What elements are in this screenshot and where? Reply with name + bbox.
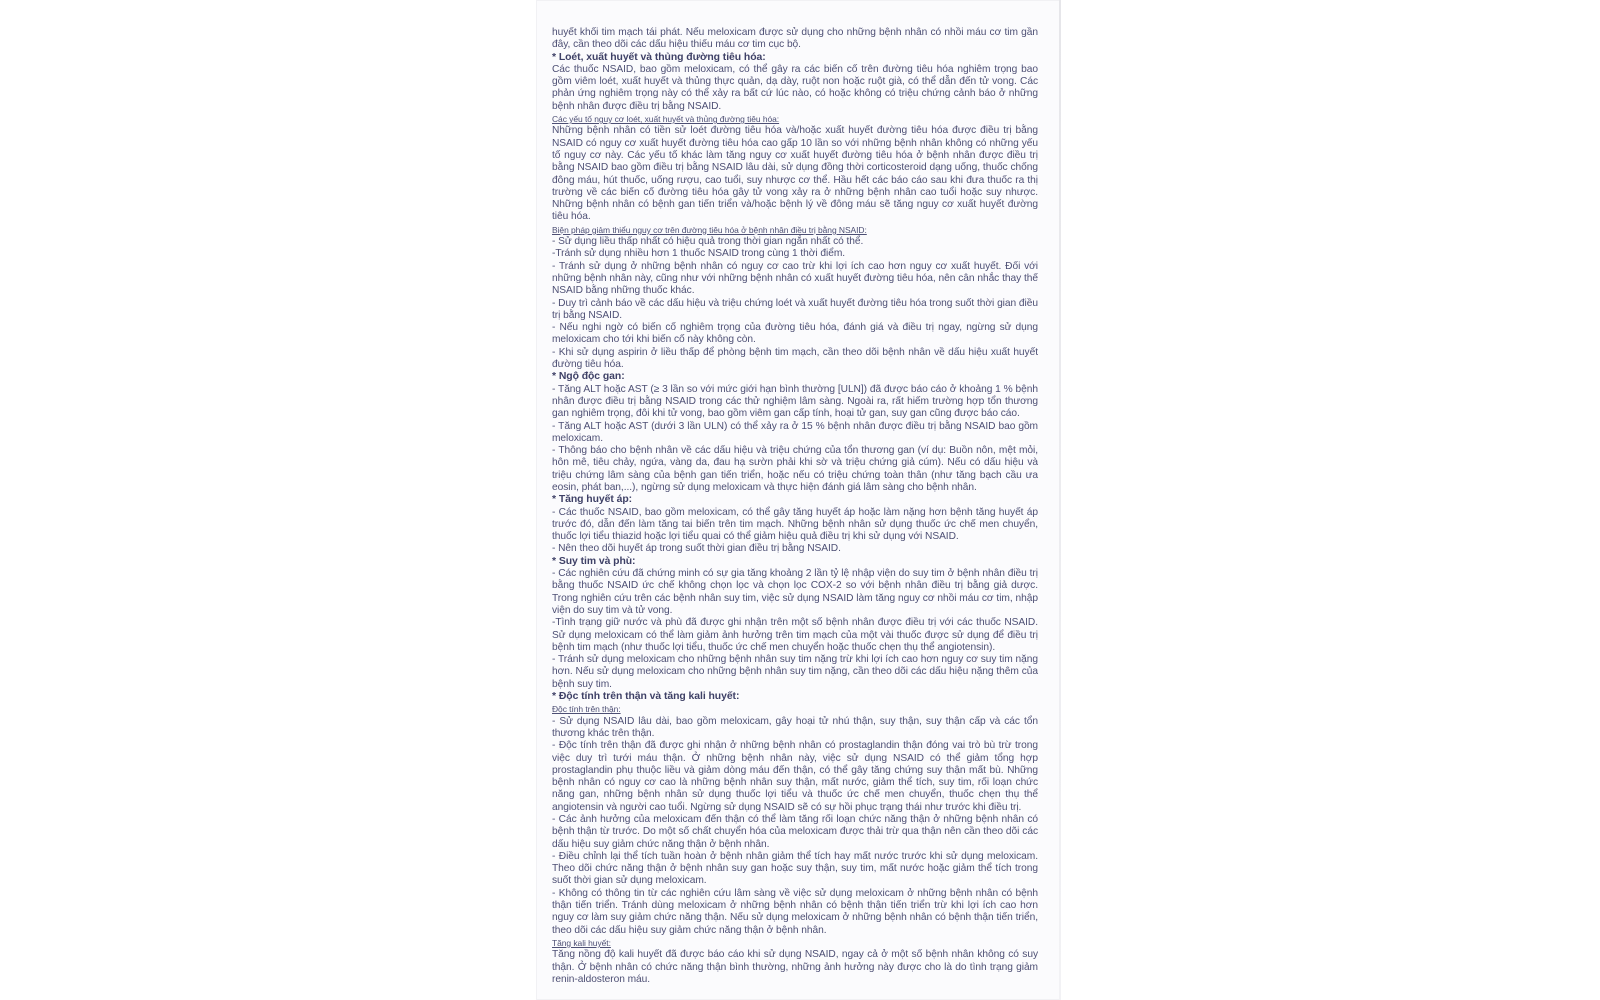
page-edge bbox=[1059, 0, 1061, 1000]
paragraph: - Tăng ALT hoặc AST (≥ 3 lần so với mức giới hạn bình thường [ULN]) đã được báo cáo ở khoảng 1 % bệnh nhân được điều trị bằng NSAID trong các thử nghiệm lâm sàng. Ngoài ra, rất hiếm trường hợp tổn thương gan nghiêm trọng, đôi khi tử vong, bao gồm viêm gan cấp tính, hoại tử gan, suy gan cũng được báo cáo. bbox=[552, 383, 1038, 420]
subsection-heading: Độc tính trên thận: bbox=[552, 704, 621, 715]
document-body bbox=[552, 27, 1038, 986]
section-heading: * Tăng huyết áp: bbox=[552, 494, 633, 506]
paragraph: - Sử dụng liều thấp nhất có hiệu quả trong thời gian ngắn nhất có thể. bbox=[552, 236, 864, 248]
document-page bbox=[536, 0, 1061, 1000]
paragraph: - Thông báo cho bệnh nhân về các dấu hiệu và triệu chứng của tổn thương gan (ví dụ: Buồn nôn, mệt mỏi, hôn mê, tiêu chảy, ngứa, vàng da, đau hạ sườn phải khi sờ và triệu chứng giả cúm). Nếu có dấu hiệu và triệu chứng lâm sàng của bệnh gan tiến triển, hoặc nếu có triệu chứng toàn thân (như tăng bạch cầu ưa eosin, phát ban,...), ngừng sử dụng meloxicam và thực hiện đánh giá lâm sàng cho bệnh nhân. bbox=[552, 445, 1038, 493]
paragraph: - Các ảnh hưởng của meloxicam đến thận có thể làm tăng rối loạn chức năng thận ở những bệnh nhân có bệnh thận từ trước. Do một số chất chuyển hóa của meloxicam được thải trừ qua thận nên cần theo dõi các dấu hiệu suy giảm chức năng thận ở bệnh nhân. bbox=[552, 814, 1038, 850]
paragraph: - Tăng ALT hoặc AST (dưới 3 lần ULN) có thể xảy ra ở 15 % bệnh nhân được điều trị bằng NSAID bao gồm meloxicam. bbox=[552, 420, 1038, 444]
paragraph: - Tránh sử dụng ở những bệnh nhân có nguy cơ cao trừ khi lợi ích cao hơn nguy cơ xuất huyết. Đối với những bệnh nhân này, cũng như với những bệnh nhân có xuất huyết đường tiêu hóa, nên cân nhắc thay thế NSAID bằng những thuốc khác. bbox=[552, 260, 1038, 297]
subsection-heading: Tăng kali huyết: bbox=[552, 937, 611, 948]
section-heading: * Ngộ độc gan: bbox=[552, 371, 625, 383]
paragraph: - Độc tính trên thận đã được ghi nhận ở những bệnh nhân có prostaglandin thận đóng vai trò bù trừ trong việc duy trì tưới máu thận. Ở những bệnh nhân này, việc sử dụng NSAID có thể giảm tổng hợp prostaglandin phụ thuộc liều và giảm dòng máu đến thận, có thể gây tăng chứng suy thận mất bù. Những bệnh nhân có nguy cơ cao là những bệnh nhân suy thận, mất nước, giảm thể tích, suy tim, rối loạn chức năng gan, những bệnh nhân sử dụng thuốc lợi tiểu và thuốc ức chế men chuyển, thuốc chẹn thụ thể angiotensin và người cao tuổi. Ngừng sử dụng NSAID sẽ có sự hồi phục trạng thái như trước khi điều trị. bbox=[552, 740, 1038, 813]
paragraph: -Tránh sử dụng nhiều hơn 1 thuốc NSAID trong cùng 1 thời điểm. bbox=[552, 248, 846, 260]
paragraph: - Nếu nghi ngờ có biến cố nghiêm trọng của đường tiêu hóa, đánh giá và điều trị ngay, ngừng sử dụng meloxicam cho tới khi biến cố này không còn. bbox=[552, 322, 1038, 346]
paragraph: - Không có thông tin từ các nghiên cứu lâm sàng về việc sử dụng meloxicam ở những bệnh nhân có bệnh thận tiến triển. Tránh dùng meloxicam ở những bệnh nhân có bệnh thận tiến triển trừ khi lợi ích cao hơn nguy cơ làm suy giảm chức năng thận. Nếu sử dụng meloxicam ở những bệnh nhân có bệnh thận tiến triển, theo dõi các dấu hiệu suy giảm chức năng thận ở bệnh nhân. bbox=[552, 887, 1038, 936]
paragraph: - Duy trì cảnh báo về các dấu hiệu và triệu chứng loét và xuất huyết đường tiêu hóa trong suốt thời gian điều trị bằng NSAID. bbox=[552, 297, 1038, 321]
section-heading: * Suy tim và phù: bbox=[552, 555, 636, 567]
paragraph: huyết khối tim mạch tái phát. Nếu meloxicam được sử dụng cho những bệnh nhân có nhồi máu cơ tim gần đây, cần theo dõi các dấu hiệu thiếu máu cơ tim cục bộ. bbox=[552, 27, 1038, 51]
paragraph: -Tình trạng giữ nước và phù đã được ghi nhận trên một số bệnh nhân được điều trị với các thuốc NSAID. Sử dụng meloxicam có thể làm giảm ảnh hưởng trên tim mạch của một vài thuốc được sử dụng để điều trị bệnh tim mạch (như thuốc lợi tiểu, thuốc ức chế men chuyển hoặc thuốc chẹn thụ thể angiotensin). bbox=[552, 617, 1038, 653]
paragraph: - Nên theo dõi huyết áp trong suốt thời gian điều trị bằng NSAID. bbox=[552, 543, 841, 555]
paragraph: - Điều chỉnh lại thể tích tuần hoàn ở bệnh nhân giảm thể tích hay mất nước trước khi sử dụng meloxicam. Theo dõi chức năng thận ở bệnh nhân suy gan hoặc suy thận, suy tim, mất nước hoặc giảm thể tích trong suốt thời gian sử dụng meloxicam. bbox=[552, 850, 1038, 887]
paragraph: - Sử dụng NSAID lâu dài, bao gồm meloxicam, gây hoại tử nhú thận, suy thận, suy thận cấp và các tổn thương khác trên thận. bbox=[552, 715, 1038, 739]
subsection-heading: Các yếu tố nguy cơ loét, xuất huyết và thủng đường tiêu hóa: bbox=[552, 114, 780, 125]
section-heading: * Loét, xuất huyết và thủng đường tiêu hóa: bbox=[552, 51, 766, 63]
section-heading: * Độc tính trên thận và tăng kali huyết: bbox=[552, 691, 740, 703]
paragraph: - Các nghiên cứu đã chứng minh có sự gia tăng khoảng 2 lần tỷ lệ nhập viện do suy tim ở bệnh nhân điều trị bằng thuốc NSAID ức chế không chọn lọc và chọn lọc COX-2 so với bệnh nhân điều trị bằng giả dược. Trong nghiên cứu trên các bệnh nhân suy tim, việc sử dụng NSAID làm tăng nguy cơ nhồi máu cơ tim, nhập viện do suy tim và tử vong. bbox=[552, 568, 1038, 616]
subsection-heading: Biện pháp giảm thiểu nguy cơ trên đường tiêu hóa ở bệnh nhân điều trị bằng NSAID: bbox=[552, 224, 867, 235]
paragraph: - Khi sử dụng aspirin ở liều thấp để phòng bệnh tim mạch, cần theo dõi bệnh nhân về dấu hiệu xuất huyết đường tiêu hóa. bbox=[552, 346, 1038, 371]
paragraph: Những bệnh nhân có tiền sử loét đường tiêu hóa và/hoặc xuất huyết đường tiêu hóa được điều trị bằng NSAID có nguy cơ xuất huyết đường tiêu hóa cao gấp 10 lần so với những bệnh nhân không có những yếu tố nguy cơ này. Các yếu tố khác làm tăng nguy cơ xuất huyết đường tiêu hóa ở bệnh nhân được điều trị bằng NSAID bao gồm điều trị bằng NSAID lâu dài, sử dụng đồng thời corticosteroid dạng uống, thuốc chống đông máu, hút thuốc, uống rượu, cao tuổi, suy nhược cơ thể. Hầu hết các báo cáo sau khi đưa thuốc ra thị trường về các biến cố đường tiêu hóa gây tử vong xảy ra ở những bệnh nhân cao tuổi hoặc suy nhược. Những bệnh nhân có bệnh gan tiến triển và/hoặc bệnh lý về đông máu sẽ tăng nguy cơ xuất huyết đường tiêu hóa. bbox=[552, 125, 1038, 223]
paragraph: Tăng nồng độ kali huyết đã được báo cáo khi sử dụng NSAID, ngay cả ở một số bệnh nhân không có suy thận. Ở bệnh nhân có chức năng thận bình thường, những ảnh hưởng này được cho là do tình trạng giảm renin-aldosteron máu. bbox=[552, 949, 1038, 985]
paragraph: - Các thuốc NSAID, bao gồm meloxicam, có thể gây tăng huyết áp hoặc làm nặng hơn bệnh tăng huyết áp trước đó, dẫn đến làm tăng tai biến trên tim mạch. Những bệnh nhân sử dụng thuốc ức chế men chuyển, thuốc lợi tiểu thiazid hoặc lợi tiểu quai có thể giảm hiệu quả điều trị khi sử dụng với NSAID. bbox=[552, 506, 1038, 543]
paragraph: - Tránh sử dụng meloxicam cho những bệnh nhân suy tim nặng trừ khi lợi ích cao hơn nguy cơ suy tim nặng hơn. Nếu sử dụng meloxicam cho những bệnh nhân suy tim nặng, cần theo dõi các dấu hiệu nặng thêm của bệnh suy tim. bbox=[552, 654, 1038, 690]
paragraph: Các thuốc NSAID, bao gồm meloxicam, có thể gây ra các biến cố trên đường tiêu hóa nghiêm trọng bao gồm viêm loét, xuất huyết và thủng thực quản, dạ dày, ruột non hoặc ruột già, có thể dẫn đến tử vong. Các phản ứng nghiêm trọng này có thể xảy ra bất cứ lúc nào, có hoặc không có triệu chứng cảnh báo ở những bệnh nhân được điều trị bằng NSAID. bbox=[552, 63, 1038, 112]
